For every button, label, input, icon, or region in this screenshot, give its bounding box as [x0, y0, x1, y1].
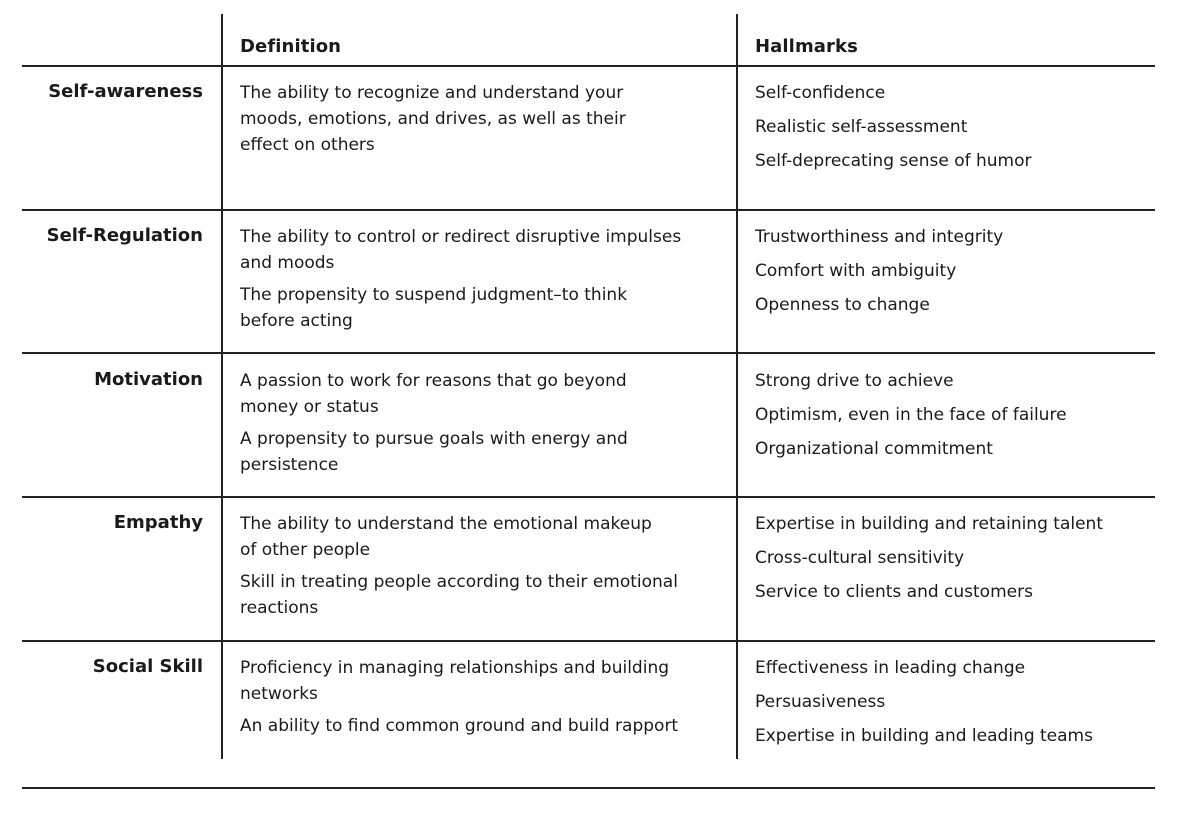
hallmark-item: Effectiveness in leading change — [755, 658, 1026, 678]
hallmarks-cell — [755, 511, 1150, 613]
hallmark-item: Openness to change — [755, 295, 930, 315]
definition-text: An ability to find common ground and build rapport — [240, 716, 679, 736]
hallmark-item: Self-deprecating sense of humor — [755, 151, 1032, 171]
definition-text: The propensity to suspend judgment–to think before acting — [240, 285, 628, 331]
hallmark-item: Comfort with ambiguity — [755, 261, 957, 281]
hallmarks-cell — [755, 224, 1150, 326]
table-row — [0, 66, 1200, 210]
definition-cell — [240, 80, 720, 164]
definition-cell — [240, 511, 720, 627]
definition-cell — [240, 224, 720, 340]
hallmark-item: Organizational commitment — [755, 439, 993, 459]
hallmark-item: Service to clients and customers — [755, 582, 1033, 602]
hallmark-item: Cross-cultural sensitivity — [755, 548, 965, 568]
table-row — [0, 354, 1200, 498]
definition-text: A propensity to pursue goals with energy and persistence — [240, 429, 628, 475]
header-hallmarks: Hallmarks — [755, 36, 858, 57]
definition-cell — [240, 368, 720, 484]
hallmark-item: Expertise in building and leading teams — [755, 726, 1093, 746]
definition-cell — [240, 655, 720, 745]
hallmarks-cell — [755, 368, 1150, 470]
hallmark-item: Persuasiveness — [755, 692, 886, 712]
hallmark-item: Realistic self-assessment — [755, 117, 968, 137]
hallmark-item: Expertise in building and retaining talent — [755, 514, 1103, 534]
definition-text: A passion to work for reasons that go beyond money or status — [240, 371, 627, 417]
definition-text: The ability to recognize and understand your moods, emotions, and drives, as well as their effect on others — [240, 83, 626, 155]
definition-text: The ability to control or redirect disruptive impulses and moods — [240, 227, 682, 273]
row-label: Empathy — [113, 512, 203, 533]
bottom-rule — [22, 787, 1155, 789]
definition-text: Proficiency in managing relationships and building networks — [240, 658, 670, 704]
hallmarks-cell — [755, 80, 1150, 182]
table-row — [0, 210, 1200, 354]
hallmark-item: Self-confidence — [755, 83, 886, 103]
header-definition: Definition — [240, 36, 342, 57]
hallmarks-cell — [755, 655, 1150, 757]
definition-text: Skill in treating people according to their emotional reactions — [240, 572, 678, 618]
row-label: Self-Regulation — [46, 225, 203, 246]
row-label: Social Skill — [92, 656, 203, 677]
definition-text: The ability to understand the emotional makeup of other people — [240, 514, 652, 560]
hallmark-item: Strong drive to achieve — [755, 371, 954, 391]
table-row — [0, 497, 1200, 641]
table-row — [0, 641, 1200, 785]
row-label: Self-awareness — [48, 81, 203, 102]
hallmark-item: Trustworthiness and integrity — [755, 227, 1004, 247]
hallmark-item: Optimism, even in the face of failure — [755, 405, 1067, 425]
row-label: Motivation — [94, 369, 203, 390]
